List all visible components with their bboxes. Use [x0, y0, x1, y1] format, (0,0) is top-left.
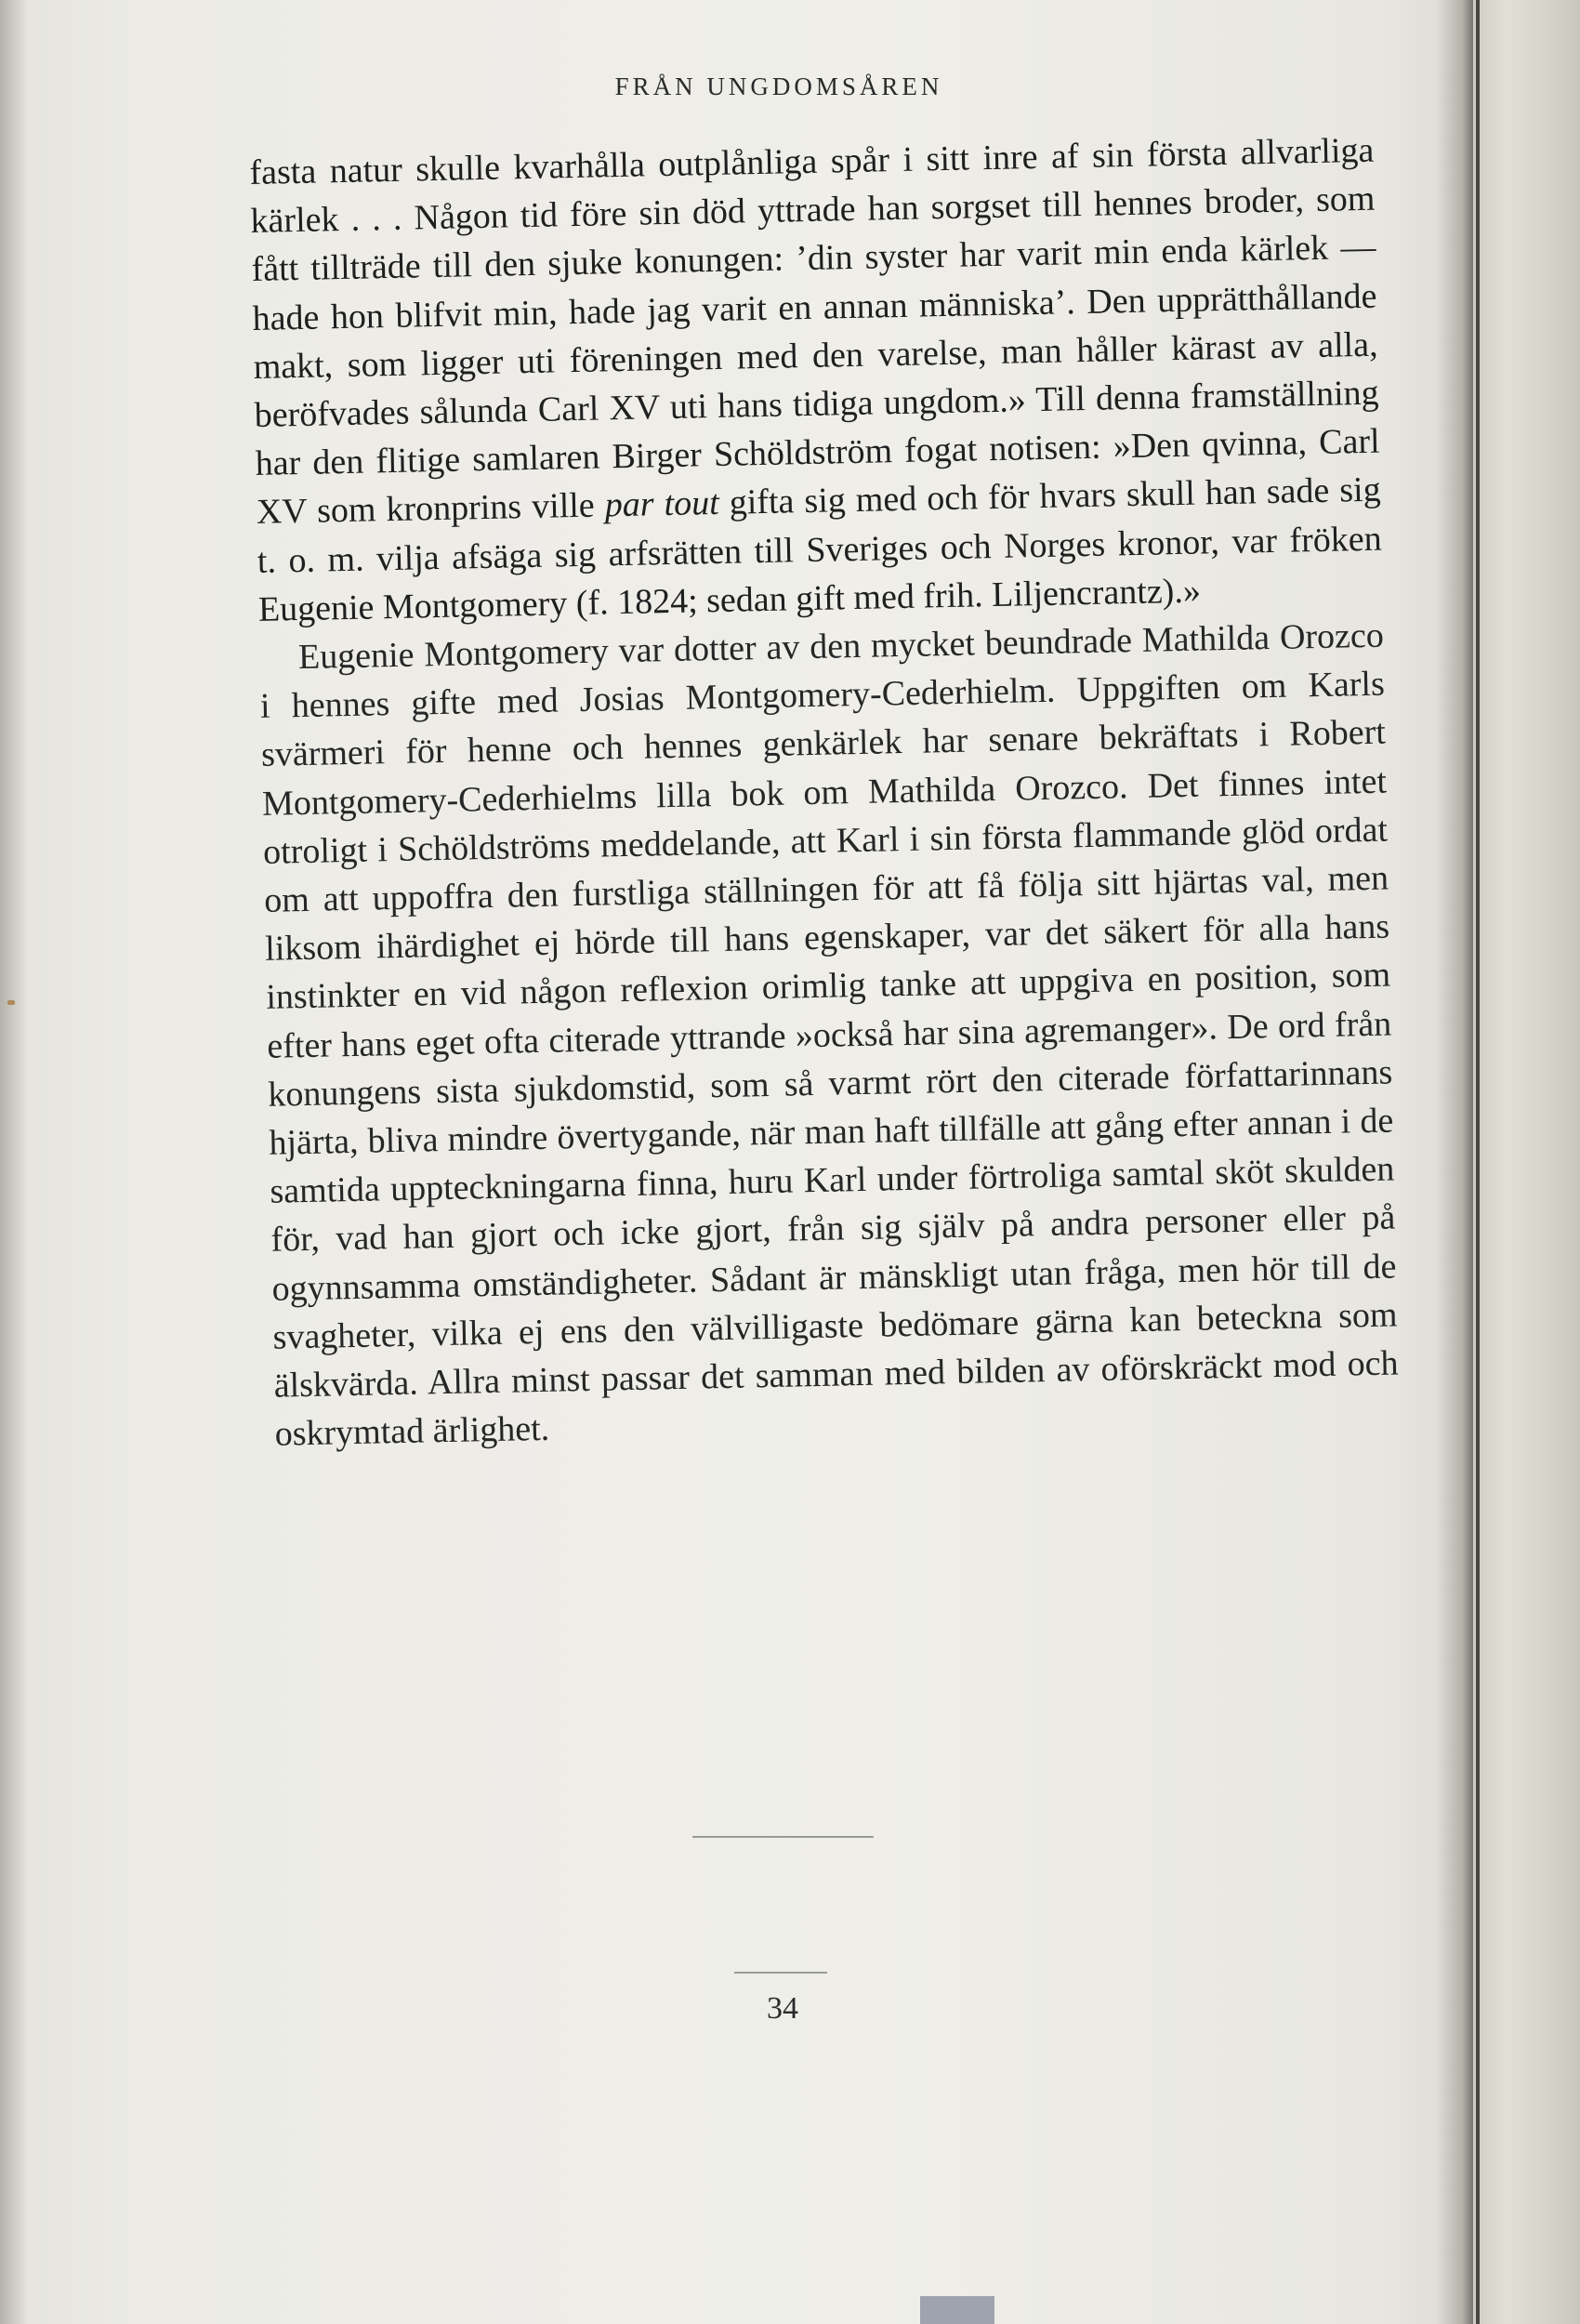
running-head-text: FRÅN UNGDOMSÅREN: [614, 73, 943, 100]
scanner-tab: [920, 2296, 994, 2324]
body-text: [249, 126, 1400, 1459]
footer-rule: [734, 1972, 827, 1974]
page-number: [0, 1991, 1580, 2027]
paragraph-1-continuation: gifta sig med och för hvars skull han sade sig t. o. m. vilja afsäga sig arfsrätten till Sveriges och Norges kronor, var fröken Eugenie Montgomery (f. 1824; sedan gift med frih. Liljencrantz).»: [257, 470, 1383, 629]
running-head: [0, 73, 1580, 101]
binding-shadow: [1436, 0, 1473, 2324]
paragraph-2: Eugenie Montgomery var dotter av den mycket beundrade Mathilda Orozco i hennes gifte med Josias Montgomery-Cederhielm. Uppgiften om Karls svärmeri för henne och hennes genkärlek har senare bekräftats i Robert Montgomery-Cederhielms lilla bok om Mathilda Orozco. Det finnes intet otroligt i Schöldströms meddelande, att Karl i sin första flammande glöd ordat om att uppoffra den furstliga ställningen för att få följa sitt hjärtas val, men liksom ihärdighet ej hörde till hans egenskaper, var det säkert för alla hans instinkter en vid någon reflexion orimlig tanke att uppgiva en position, som efter hans eget ofta citerade yttrande »också har sina agremanger». De ord från konungens sista sjukdomstid, som så varmt rört den citerade författarinnans hjärta, bliva mindre övertygande, när man haft tillfälle att gång efter annan i de samtida uppteckningarna finna, huru Karl under förtroliga samtal sköt skulden för, vad han gjort och icke gjort, från sig själv på andra personer eller på ogynnsamma omständigheter. Sådant är mänskligt utan fråga, men hör till de svagheter, vilka ej ens den välvilligaste bedömare gärna kan beteckna som älskvärda. Allra minst passar det samman med bilden av oförskräckt mod och oskrymtad ärlighet.: [259, 615, 1399, 1454]
book-edge: [1473, 0, 1580, 2324]
italic-phrase: par tout: [604, 483, 720, 525]
paragraph-1-text: fasta natur skulle kvarhålla outplånliga spår i sitt inre af sin första allvarliga kärlek . . . Någon tid före sin död yttrade han sorgset till hennes broder, som fått tillträde till den sjuke konungen: ’din syster har varit min enda kärlek — hade hon blifvit min, hade jag varit en annan människa’. Den upprätthållande makt, som ligger uti föreningen med den varelse, man håller kärast av alla, beröfvades sålunda Carl XV uti hans tidiga ungdom.» Till denna framställning har den flitige samlaren Birger Schöldström fogat notisen: »Den qvinna, Carl XV som kronprins ville: [249, 130, 1380, 533]
page-left-shadow: [0, 0, 28, 2324]
book-edge-line: [1476, 0, 1480, 2324]
page-number-text: 34: [767, 1991, 798, 2026]
paragraph-1: [249, 126, 1383, 634]
section-rule: [692, 1836, 874, 1838]
margin-mark: [7, 1000, 15, 1005]
